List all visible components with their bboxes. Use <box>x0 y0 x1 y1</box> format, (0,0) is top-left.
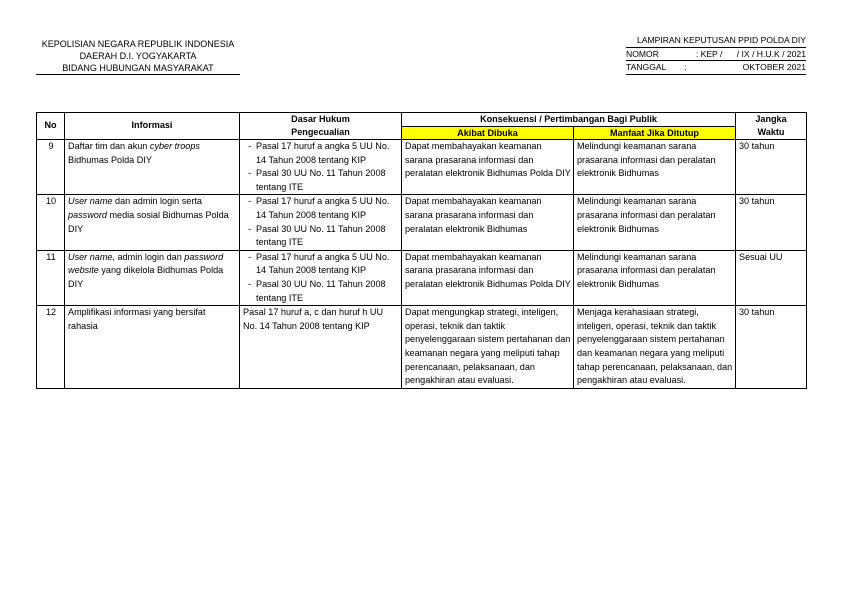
header-no: No <box>37 113 65 140</box>
row-akibat: Dapat mengungkap strategi, inteligen, operasi, teknik dan taktik penyelenggaraan sistem pertahanan dan keamanan negara yang meliputi tahap perencanaan, pelaksanaan, dan pengakhiran atau evaluasi. <box>402 306 574 389</box>
header-akibat-dibuka: Akibat Dibuka <box>402 126 574 140</box>
header-dasar-hukum <box>240 113 402 140</box>
header-jangka-line1: Jangka <box>755 114 787 124</box>
table-row <box>37 140 807 195</box>
row-manfaat: Melindungi keamanan sarana prasarana informasi dan peralatan elektronik Bidhumas <box>574 195 736 250</box>
tanggal-label: TANGGAL <box>626 62 667 72</box>
row-number: 9 <box>37 140 65 195</box>
agency-header <box>36 38 240 75</box>
header-manfaat-ditutup: Manfaat Jika Ditutup <box>574 126 736 140</box>
row-number: 10 <box>37 195 65 250</box>
legal-basis-item: - Pasal 30 UU No. 11 Tahun 2008 tentang ITE <box>243 167 399 194</box>
tanggal-value: OKTOBER 2021 <box>742 62 806 72</box>
row-manfaat: Melindungi keamanan sarana prasarana informasi dan peralatan elektronik Bidhumas <box>574 250 736 305</box>
agency-name: KEPOLISIAN NEGARA REPUBLIK INDONESIA <box>41 39 235 49</box>
attachment-header <box>626 34 806 75</box>
info-text: media sosial Bidhumas Polda DIY <box>68 209 229 234</box>
header-konsekuensi: Konsekuensi / Pertimbangan Bagi Publik <box>402 113 736 127</box>
region-name: DAERAH D.I. YOGYAKARTA <box>79 51 197 61</box>
legal-basis-text: Pasal 17 huruf a angka 5 UU No. 14 Tahun 2008 tentang KIP <box>256 141 390 165</box>
row-informasi <box>65 195 240 250</box>
legal-basis-text: Pasal 17 huruf a angka 5 UU No. 14 Tahun 2008 tentang KIP <box>256 251 390 276</box>
table-row <box>37 195 807 250</box>
tanggal-row <box>626 61 806 75</box>
row-number: 12 <box>37 306 65 389</box>
row-informasi: Amplifikasi informasi yang bersifat rahasia <box>65 306 240 389</box>
info-text: dan admin login serta <box>112 196 202 207</box>
legal-basis-item: - Pasal 17 huruf a angka 5 UU No. 14 Tahun 2008 tentang KIP <box>243 251 399 278</box>
legal-basis-text: Pasal 17 huruf a angka 5 UU No. 14 Tahun 2008 tentang KIP <box>256 196 390 220</box>
row-akibat: Dapat membahayakan keamanan sarana prasarana informasi dan peralatan elektronik Bidhumas <box>402 195 574 250</box>
attachment-title-row <box>626 34 806 48</box>
info-text: Bidhumas Polda DIY <box>68 154 152 165</box>
row-dasar-hukum <box>240 195 402 250</box>
header-dasar-hukum-line1: Dasar Hukum <box>291 114 350 124</box>
row-jangka: 30 tahun <box>736 306 807 389</box>
nomor-label: NOMOR <box>626 48 659 59</box>
legal-basis-text: Pasal 30 UU No. 11 Tahun 2008 tentang ITE <box>256 278 386 303</box>
row-akibat: Dapat membahayakan keamanan sarana prasarana informasi dan peralatan elektronik Bidhumas Polda DIY <box>402 250 574 305</box>
legal-basis-text: Pasal 30 UU No. 11 Tahun 2008 tentang ITE <box>256 168 386 192</box>
info-italic: User name <box>68 196 113 207</box>
info-text: yang dikelola Bidhumas Polda DIY <box>68 265 224 289</box>
info-italic: User name, <box>68 251 116 262</box>
row-dasar-hukum <box>240 250 402 305</box>
row-informasi <box>65 250 240 305</box>
exempted-information-table <box>36 112 807 389</box>
legal-basis-item: - Pasal 17 huruf a angka 5 UU No. 14 Tahun 2008 tentang KIP <box>243 140 399 167</box>
header-jangka-line2: Waktu <box>757 127 785 137</box>
row-akibat: Dapat membahayakan keamanan sarana prasarana informasi dan peralatan elektronik Bidhumas Polda DIY <box>402 140 574 195</box>
legal-basis-item: - Pasal 30 UU No. 11 Tahun 2008 tentang ITE <box>243 223 399 250</box>
table-row <box>37 306 807 389</box>
info-text: admin login dan <box>115 251 185 262</box>
table-row <box>37 250 807 305</box>
header-dasar-hukum-line2: Pengecualian <box>291 127 350 137</box>
row-jangka: 30 tahun <box>736 140 807 195</box>
row-jangka: Sesuai UU <box>736 250 807 305</box>
row-dasar-hukum <box>240 140 402 195</box>
info-italic: password website <box>68 251 224 276</box>
header-informasi: Informasi <box>65 113 240 140</box>
legal-basis-item: - Pasal 17 huruf a angka 5 UU No. 14 Tahun 2008 tentang KIP <box>243 195 399 222</box>
row-jangka: 30 tahun <box>736 195 807 250</box>
row-manfaat: Melindungi keamanan sarana prasarana informasi dan peralatan elektronik Bidhumas <box>574 140 736 195</box>
nomor-row <box>626 48 806 62</box>
row-number: 11 <box>37 250 65 305</box>
nomor-value: : KEP / / IX / H.U.K / 2021 <box>695 48 806 59</box>
attachment-title: LAMPIRAN KEPUTUSAN PPID POLDA DIY <box>636 35 806 45</box>
row-dasar-hukum: Pasal 17 huruf a, c dan huruf h UU No. 14 Tahun 2008 tentang KIP <box>240 306 402 389</box>
row-manfaat: Menjaga kerahasiaan strategi, inteligen, operasi, teknik dan taktik penyelenggaraan sistem pertahanan dan keamanan negara yang meliputi tahap perencanaan, pelaksanaan, dan pengakhiran atau evaluasi. <box>574 306 736 389</box>
legal-basis-text: Pasal 30 UU No. 11 Tahun 2008 tentang ITE <box>256 223 386 248</box>
info-italic: cyber troops <box>149 141 200 151</box>
row-informasi <box>65 140 240 195</box>
division-name: BIDANG HUBUNGAN MASYARAKAT <box>36 62 240 75</box>
info-text: Daftar tim dan akun <box>68 141 150 151</box>
info-italic: password <box>68 209 107 220</box>
tanggal-colon: : <box>684 62 687 72</box>
legal-basis-item: - Pasal 30 UU No. 11 Tahun 2008 tentang ITE <box>243 278 399 305</box>
header-jangka-waktu <box>736 113 807 140</box>
